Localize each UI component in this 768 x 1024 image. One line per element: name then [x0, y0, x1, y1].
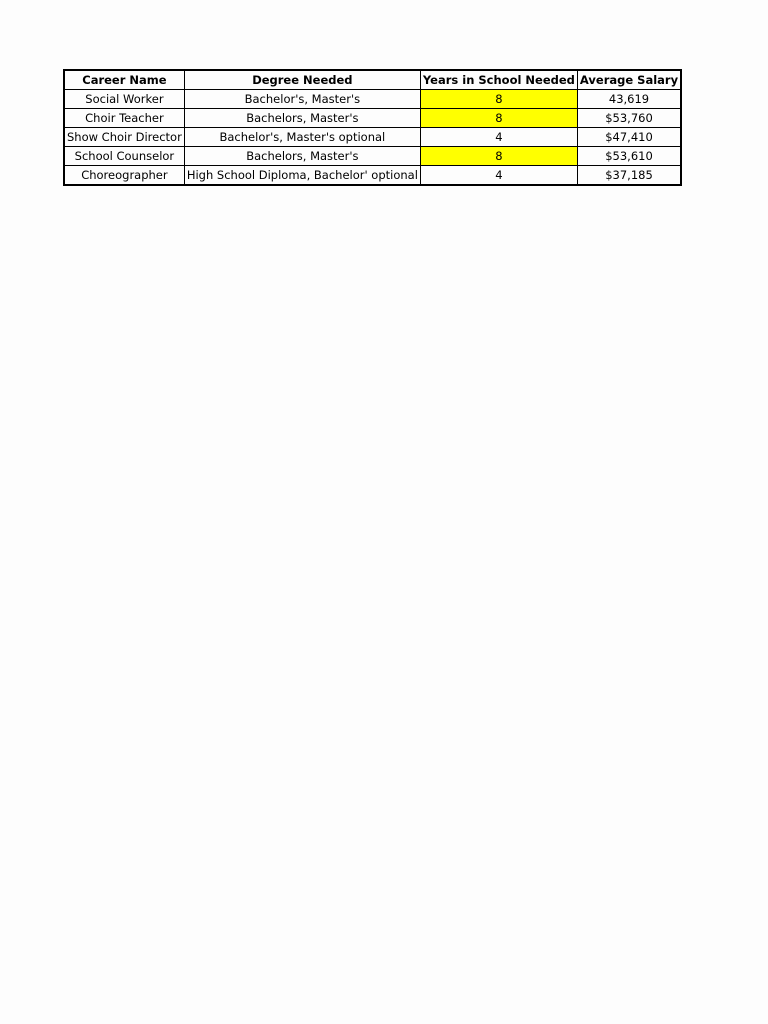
table-row: [64, 128, 681, 147]
salary-cell: $47,410: [577, 128, 681, 147]
header-degree-needed: Degree Needed: [184, 70, 420, 90]
table-row: [64, 147, 681, 166]
degree-cell: Bachelors, Master's: [184, 109, 420, 128]
career-cell: Social Worker: [64, 90, 184, 109]
table-row: [64, 90, 681, 109]
years-cell: 4: [420, 128, 577, 147]
career-table: [63, 69, 682, 186]
degree-cell: Bachelors, Master's: [184, 147, 420, 166]
salary-cell: $53,760: [577, 109, 681, 128]
years-cell: 8: [420, 147, 577, 166]
salary-cell: $53,610: [577, 147, 681, 166]
table-header-row: [64, 70, 681, 90]
career-cell: Choreographer: [64, 166, 184, 186]
career-cell: School Counselor: [64, 147, 184, 166]
career-cell: Choir Teacher: [64, 109, 184, 128]
degree-cell: Bachelor's, Master's: [184, 90, 420, 109]
header-years-in-school: Years in School Needed: [420, 70, 577, 90]
years-cell: 8: [420, 90, 577, 109]
career-cell: Show Choir Director: [64, 128, 184, 147]
degree-cell: Bachelor's, Master's optional: [184, 128, 420, 147]
table-row: [64, 166, 681, 186]
salary-cell: $37,185: [577, 166, 681, 186]
header-average-salary: Average Salary: [577, 70, 681, 90]
years-cell: 4: [420, 166, 577, 186]
table-row: [64, 109, 681, 128]
years-cell: 8: [420, 109, 577, 128]
degree-cell: High School Diploma, Bachelor' optional: [184, 166, 420, 186]
header-career-name: Career Name: [64, 70, 184, 90]
salary-cell: 43,619: [577, 90, 681, 109]
